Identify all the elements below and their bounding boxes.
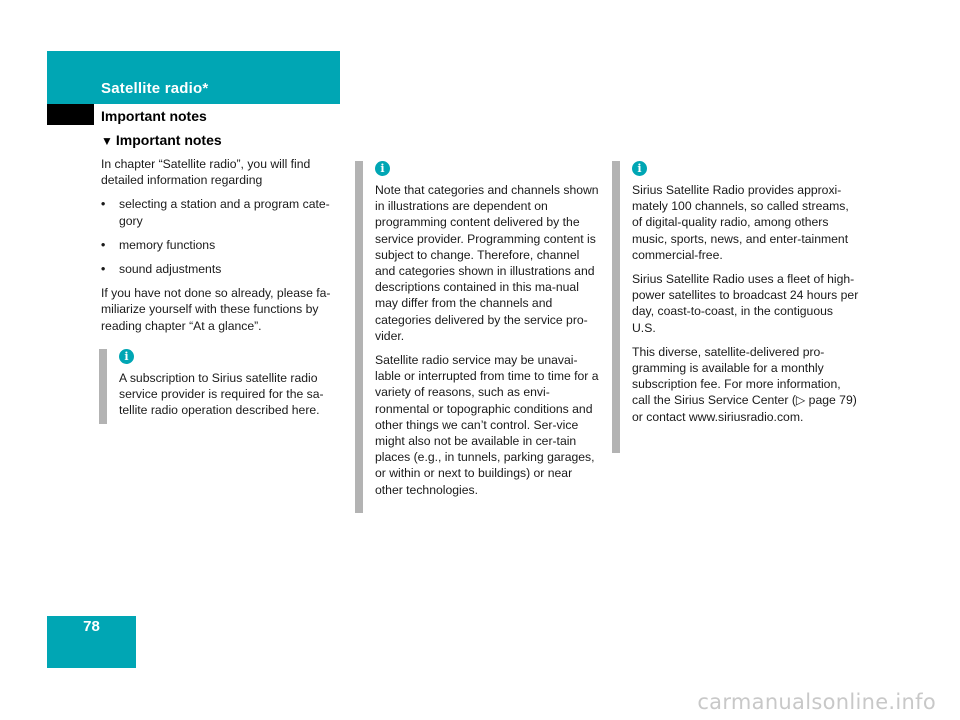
note-paragraph: Satellite radio service may be unavai-lable or interrupted from time to time for a variety of reasons, such as envi-ronmental or topographic conditions and other things we can’t control. Ser-vice might also not be available in cer-tain places (e.g., in tunnels, parking garages, or within or next to buildings) or near other technologies.: [375, 353, 599, 497]
watermark: carmanualsonline.info: [697, 690, 936, 714]
note-paragraph: This diverse, satellite-delivered pro-gramming is available for a monthly subscription fee. For more information, call the Sirius Service Center (▷ page 79) or contact www.siriusradio.com.: [632, 344, 857, 424]
info-note: [632, 161, 860, 433]
note-bar: [355, 161, 363, 513]
chapter-title: Satellite radio*: [101, 80, 209, 97]
bullet-list: [101, 196, 341, 277]
list-item: • selecting a station and a program cate-gory: [101, 196, 341, 228]
list-item: • sound adjustments: [101, 261, 341, 277]
note-paragraph: Note that categories and channels shown in illustrations are dependent on programming content delivered by the service provider. Programming content is subject to change. Therefore, channel and categories shown in illustrations and descriptions contained in this ma-nual may differ from the channels and categories delivered by the service pro-vider.: [375, 183, 599, 343]
info-note: [119, 349, 341, 427]
list-item: • memory functions: [101, 237, 341, 253]
intro-paragraph: In chapter “Satellite radio”, you will find detailed information regarding: [101, 157, 311, 188]
info-note: [375, 161, 603, 506]
body-column: [101, 156, 341, 342]
section-title: [101, 132, 222, 148]
triangle-icon: ▼: [101, 134, 113, 148]
note-bar: [99, 349, 107, 424]
info-icon: i: [375, 161, 390, 176]
note-paragraph: A subscription to Sirius satellite radio service provider is required for the sa-tellite radio operation described here.: [119, 371, 324, 418]
closing-paragraph: If you have not done so already, please fa-miliarize yourself with these functions by reading chapter “At a glance”.: [101, 286, 331, 333]
subheader: Important notes: [101, 108, 207, 124]
note-paragraph: Sirius Satellite Radio uses a fleet of high-power satellites to broadcast 24 hours per day, coast-to-coast, in the contiguous U.S.: [632, 272, 859, 335]
info-icon: i: [119, 349, 134, 364]
note-paragraph: Sirius Satellite Radio provides approxi-mately 100 channels, so called streams, of digital-quality radio, among others music, sports, news, and enter-tainment commercial-free.: [632, 183, 849, 262]
note-bar: [612, 161, 620, 453]
section-title-text: Important notes: [115, 132, 222, 148]
page-number: 78: [83, 618, 100, 635]
section-tab: [47, 104, 94, 125]
info-icon: i: [632, 161, 647, 176]
